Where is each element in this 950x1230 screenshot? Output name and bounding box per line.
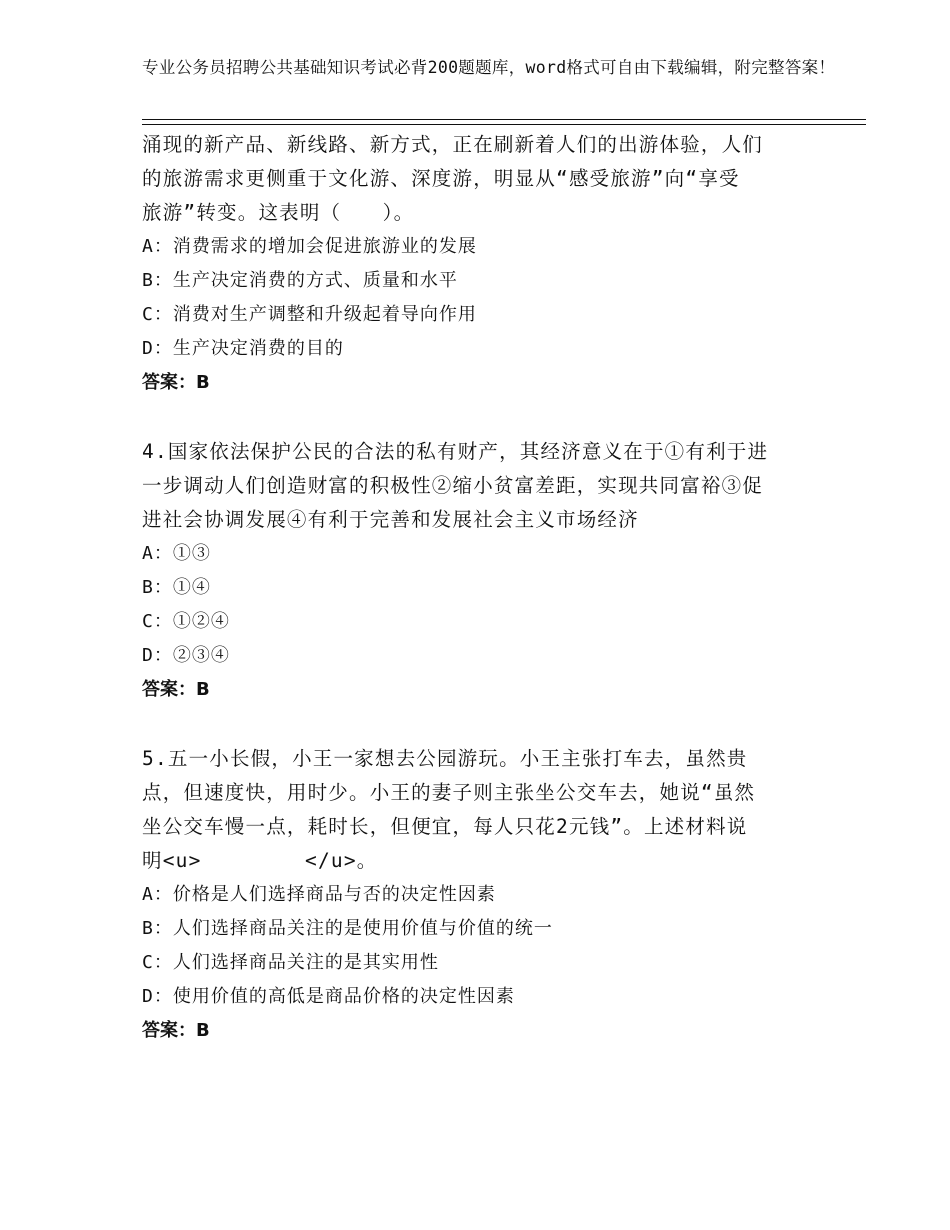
- question-5-line: 点，但速度快，用时少。小王的妻子则主张坐公交车去，她说“虽然: [142, 781, 756, 804]
- question-3-line: 涌现的新产品、新线路、新方式，正在刷新着人们的出游体验，人们: [142, 133, 764, 156]
- header-rule-top: [142, 119, 866, 120]
- question-5-answer: 答案：B: [142, 1020, 210, 1041]
- question-4-option-d: D：②③④: [142, 645, 230, 666]
- question-3-option-b: B：生产决定消费的方式、质量和水平: [142, 270, 458, 291]
- spacer: [142, 707, 802, 742]
- spacer: [142, 400, 802, 435]
- question-4: [142, 435, 802, 707]
- question-5-option-a: A：价格是人们选择商品与否的决定性因素: [142, 884, 496, 905]
- question-4-option-a: A：①③: [142, 543, 211, 564]
- header-rule-bottom: [142, 124, 866, 125]
- question-4-line: 4.国家依法保护公民的合法的私有财产，其经济意义在于①有利于进: [142, 440, 769, 463]
- question-4-line: 进社会协调发展④有利于完善和发展社会主义市场经济: [142, 508, 639, 531]
- question-5-line: 5.五一小长假，小王一家想去公园游玩。小王主张打车去，虽然贵: [142, 747, 748, 770]
- question-4-option-c: C：①②④: [142, 611, 230, 632]
- question-4-line: 一步调动人们创造财富的积极性②缩小贫富差距，实现共同富裕③促: [142, 474, 764, 497]
- question-3: [142, 128, 802, 400]
- question-5-line: 坐公交车慢一点，耗时长，但便宜，每人只花2元钱”。上述材料说: [142, 815, 748, 838]
- question-5-line: 明<u> </u>。: [142, 849, 378, 872]
- question-3-line: 的旅游需求更侧重于文化游、深度游，明显从“感受旅游”向“享受: [142, 167, 740, 190]
- question-5: [142, 742, 802, 1048]
- question-3-option-c: C：消费对生产调整和升级起着导向作用: [142, 304, 477, 325]
- question-5-option-d: D：使用价值的高低是商品价格的决定性因素: [142, 986, 515, 1007]
- question-3-line: 旅游”转变。这表明（ ）。: [142, 201, 415, 224]
- question-list: [142, 128, 802, 1048]
- document-header: 专业公务员招聘公共基础知识考试必背200题题库，word格式可自由下载编辑，附完整答案！: [142, 58, 836, 77]
- question-4-option-b: B：①④: [142, 577, 211, 598]
- question-5-option-b: B：人们选择商品关注的是使用价值与价值的统一: [142, 918, 553, 939]
- question-3-option-a: A：消费需求的增加会促进旅游业的发展: [142, 236, 477, 257]
- question-5-option-c: C：人们选择商品关注的是其实用性: [142, 952, 439, 973]
- question-4-answer: 答案：B: [142, 679, 210, 700]
- question-3-answer: 答案：B: [142, 372, 210, 393]
- question-3-option-d: D：生产决定消费的目的: [142, 338, 344, 359]
